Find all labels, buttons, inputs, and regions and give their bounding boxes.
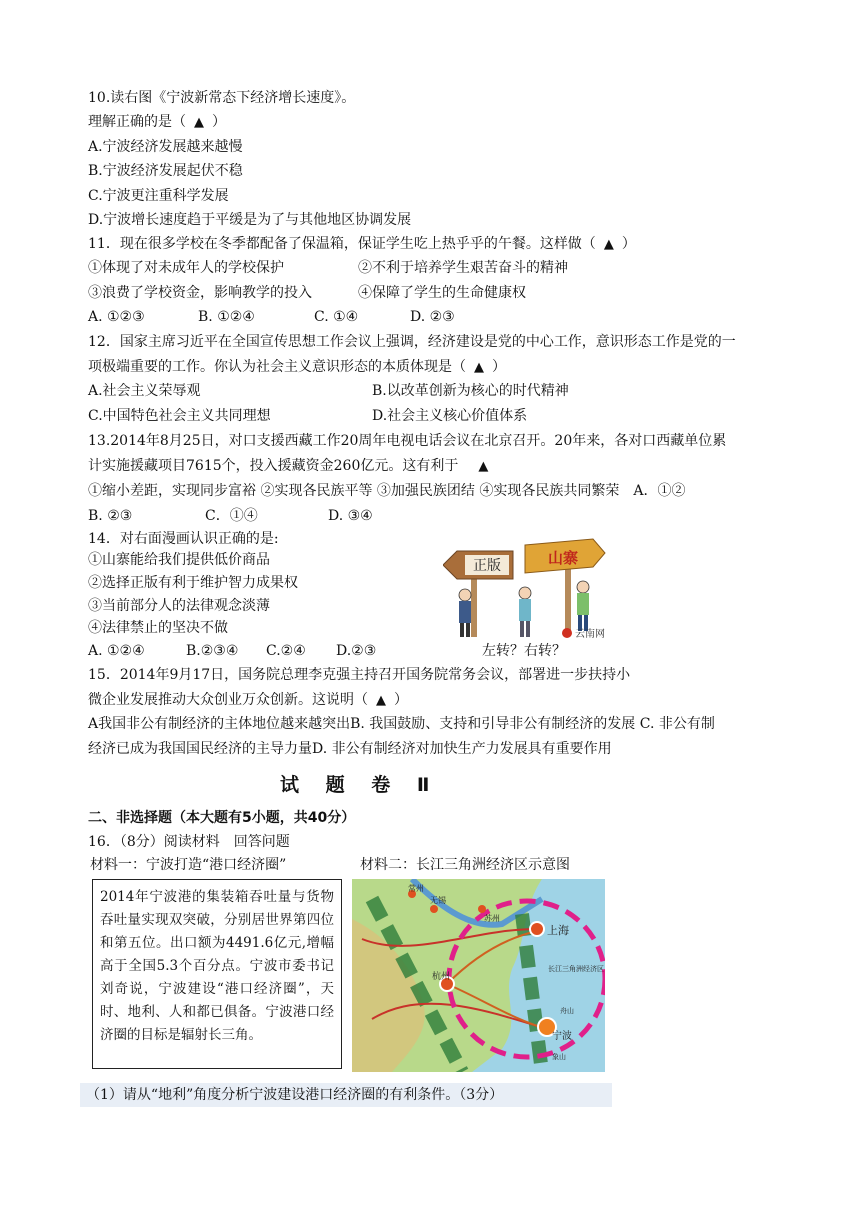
svg-text:象山: 象山 (552, 1053, 566, 1061)
q10-option-d: D.宁波增长速度趋于平缓是为了与其他地区协调发展 (88, 212, 412, 228)
q10-stem: 10.读右图《宁波新常态下经济增长速度》。 (88, 90, 356, 106)
q15-line4: 经济已成为我国国民经济的主导力量D. 非公有制经济对加快生产力发展具有重要作用 (88, 741, 612, 757)
q12-line1: 12．国家主席习近平在全国宣传思想工作会议上强调，经济建设是党的中心工作，意识形态工作是党的一 (88, 334, 736, 350)
q13-choice-d: D. ③④ (328, 508, 373, 524)
q14-item-2: ②选择正版有利于维护智力成果权 (88, 575, 298, 591)
answer-marker-icon: ▲ (376, 693, 386, 708)
svg-text:长江三角洲经济区: 长江三角洲经济区 (548, 965, 604, 973)
material1-title: 材料一：宁波打造“港口经济圈” (90, 857, 287, 873)
q12-option-a: A.社会主义荣辱观 (88, 383, 201, 399)
q15-line3: A我国非公有制经济的主体地位越来越突出B. 我国鼓励、支持和引导非公有制经济的发展 C. 非公有制 (88, 716, 715, 732)
svg-text:宁波: 宁波 (552, 1031, 572, 1042)
q10-option-a: A.宁波经济发展越来越慢 (88, 139, 243, 155)
q14-item-1: ①山寨能给我们提供低价商品 (88, 552, 270, 568)
svg-text:常州: 常州 (408, 884, 424, 893)
q14-item-3: ③当前部分人的法律观念淡薄 (88, 598, 270, 614)
svg-text:正版: 正版 (473, 558, 501, 574)
q13-line1: 13.2014年8月25日，对口支援西藏工作20周年电视电话会议在北京召开。20年来，各对口西藏单位累 (88, 433, 727, 449)
q13-line2: 计实施援藏项目7615个，投入援藏资金260亿元。这有利于 ▲ (88, 456, 510, 477)
svg-text:上海: 上海 (547, 924, 569, 937)
cartoon-caption: 左转？右转？ (482, 643, 566, 659)
material2-title: 材料二：长江三角洲经济区示意图 (360, 857, 570, 873)
svg-text:无锡: 无锡 (430, 896, 446, 905)
q12-option-c: C.中国特色社会主义共同理想 (88, 408, 271, 424)
answer-marker-icon: ▲ (474, 360, 484, 375)
q11-choice-b: B. ①②④ (198, 309, 255, 325)
section-heading: 二、非选择题（本大题有5小题，共40分） (88, 810, 356, 826)
q14-choice-a: A. ①②④ (88, 643, 145, 659)
material1-textbox: 2014年宁波港的集装箱吞吐量与货物吞吐量实现双突破，分别居世界第四位和第五位。出口额为4491.6亿元,增幅高于全国5.3个百分点。宁波市委书记刘奇说，宁波建设“港口经济圈”，天时、地利、人和都已俱备。宁波港口经济圈的目标是辐射长三角。 (92, 879, 342, 1069)
q10-option-c: C.宁波更注重科学发展 (88, 188, 229, 204)
q12-option-d: D.社会主义核心价值体系 (372, 408, 528, 424)
q11-item-3: ③浪费了学校资金，影响教学的投入 (88, 285, 312, 301)
q15-line2: 微企业发展推动大众创业万众创新。这说明（ ▲ ） (88, 690, 408, 711)
q16-subquestion-1: （1）请从“地利”角度分析宁波建设港口经济圈的有利条件。（3分） (80, 1083, 612, 1107)
yangtze-delta-map (352, 879, 605, 1072)
q16-stem: 16．（8分）阅读材料 回答问题 (88, 834, 290, 850)
q11-choice-d: D. ②③ (410, 309, 455, 325)
q11-choice-c: C. ①④ (314, 309, 359, 325)
q10-option-b: B.宁波经济发展起伏不稳 (88, 163, 243, 179)
q15-line1: 15．2014年9月17日，国务院总理李克强主持召开国务院常务会议，部署进一步扶持小 (88, 667, 631, 683)
q13-line3: ①缩小差距，实现同步富裕 ②实现各民族平等 ③加强民族团结 ④实现各民族共同繁荣 A．①② (88, 483, 686, 499)
q11-item-1: ①体现了对未成年人的学校保护 (88, 260, 284, 276)
svg-text:云南网: 云南网 (575, 629, 605, 640)
q11-item-4: ④保障了学生的生命健康权 (358, 285, 526, 301)
q14-choice-b: B.②③④ (186, 643, 239, 659)
q14-stem: 14．对右面漫画认识正确的是: (88, 531, 279, 547)
q12-option-b: B.以改革创新为核心的时代精神 (372, 383, 569, 399)
answer-marker-icon: ▲ (478, 459, 489, 474)
q14-choice-d: D.②③ (336, 643, 377, 659)
svg-text:山寨: 山寨 (547, 549, 579, 567)
svg-text:苏州: 苏州 (484, 914, 500, 923)
q11-choice-a: A. ①②③ (88, 309, 145, 325)
cartoon-image (443, 537, 618, 642)
svg-text:舟山: 舟山 (560, 1007, 574, 1015)
q11-stem: 11．现在很多学校在冬季都配备了保温箱，保证学生吃上热乎乎的午餐。这样做（ ▲ ） (88, 234, 636, 255)
section-title: 试 题 卷 Ⅱ (280, 774, 440, 796)
svg-text:杭州: 杭州 (432, 972, 451, 982)
answer-marker-icon: ▲ (603, 237, 614, 252)
q13-choice-c: C．①④ (205, 508, 258, 524)
answer-marker-icon: ▲ (194, 115, 204, 130)
q11-item-2: ②不利于培养学生艰苦奋斗的精神 (358, 260, 568, 276)
q12-line2: 项极端重要的工作。你认为社会主义意识形态的本质体现是（ ▲ ） (88, 357, 506, 378)
q14-item-4: ④法律禁止的坚决不做 (88, 620, 228, 636)
q10-prompt: 理解正确的是（ ▲ ） (88, 112, 226, 133)
q14-choice-c: C.②④ (266, 643, 306, 659)
q13-choice-b: B. ②③ (88, 508, 133, 524)
